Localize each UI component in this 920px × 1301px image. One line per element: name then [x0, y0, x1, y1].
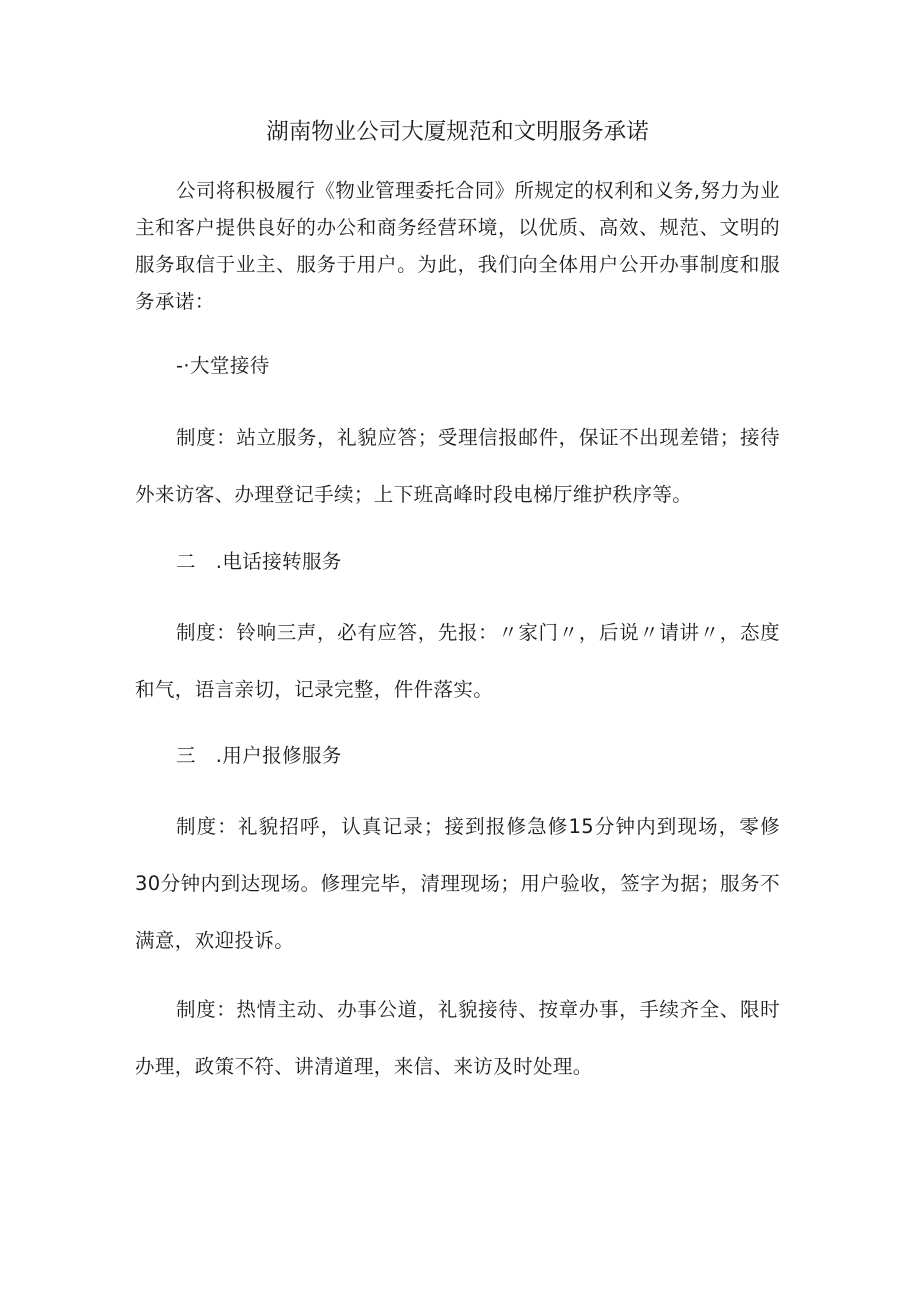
- closing-paragraph: 制度：热情主动、办事公道，礼貌接待、按章办事，手续齐全、限时办理，政策不符、讲清道理，来信、来访及时处理。: [135, 998, 780, 1078]
- section-heading-phone: 二 .电话接转服务: [176, 550, 342, 573]
- section-body-phone: 制度：铃响三声，必有应答，先报：〃家门〃，后说〃请讲〃，态度和气，语言亲切，记录完整，件件落实。: [135, 621, 780, 701]
- section-heading-repair: 三 .用户报修服务: [176, 744, 342, 767]
- document-title: 湖南物业公司大厦规范和文明服务承诺: [266, 119, 649, 145]
- section-body-repair: 制度：礼貌招呼，认真记录；接到报修急修15分钟内到现场，零修30分钟内到达现场。修理完毕，清理现场；用户验收，签字为据；服务不满意，欢迎投诉。: [135, 815, 780, 952]
- intro-paragraph: 公司将积极履行《物业管理委托合同》所规定的权利和义务,努力为业主和客户提供良好的办公和商务经营环境，以优质、高效、规范、文明的服务取信于业主、服务于用户。为此，我们向全体用户公开办事制度和服务承诺：: [135, 179, 780, 313]
- section-body-lobby: 制度：站立服务，礼貌应答；受理信报邮件，保证不出现差错；接待外来访客、办理登记手续；上下班高峰时段电梯厅维护秩序等。: [135, 426, 780, 506]
- section-heading-lobby: -·大堂接待: [176, 354, 270, 377]
